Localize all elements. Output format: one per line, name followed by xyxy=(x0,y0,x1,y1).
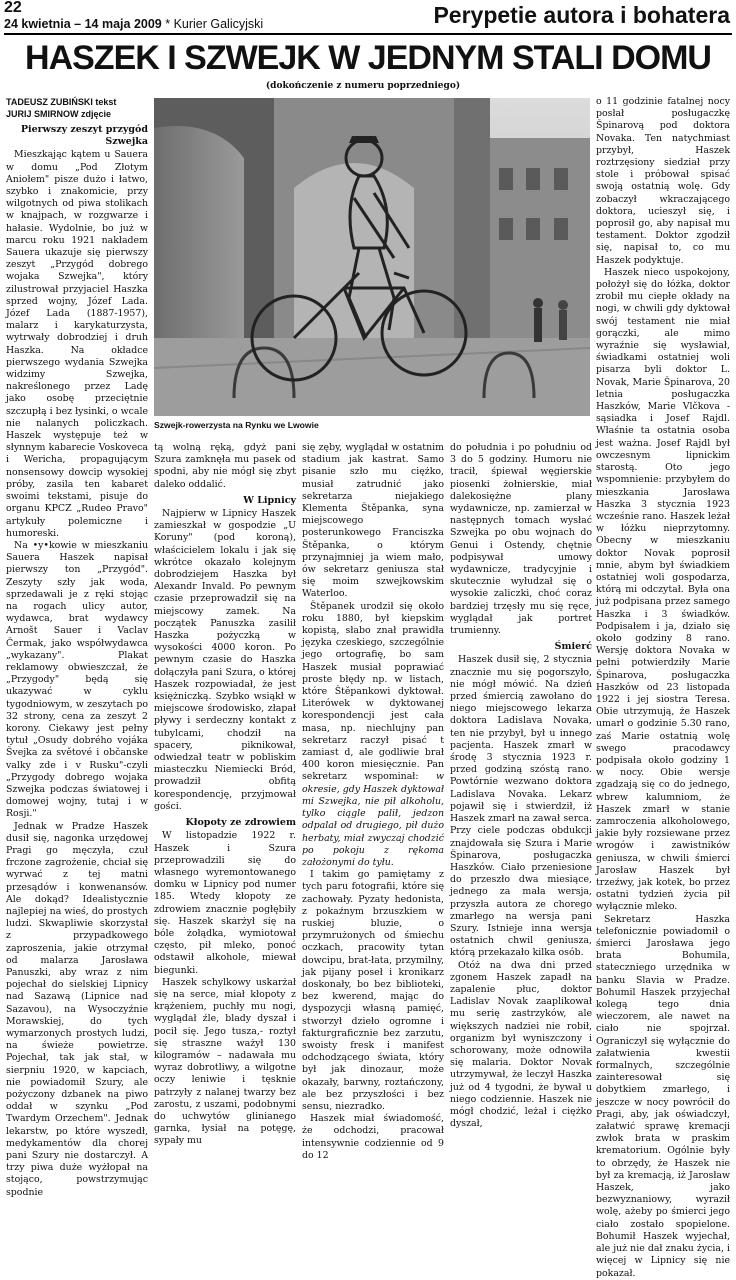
column-2 xyxy=(154,442,296,1147)
paragraph: Sekretarz Haszka telefonicznie powiadomił o śmierci Jarosława jego brata Bohumila, stateczniego urzędnika w banku Slavia w Pradze. Bohumil Haszek przyjechał kolegą tego dnia wieczorem, ale nawet na ciało nie spojrzał. Ograniczył się wyłącznie do załatwienia kwestii formalnych, szczególnie zainteresował się dobytkiem zmarłego, i jeszcze w nocy powrócił do Pragi, aby, jak oświadczył, załatwić sprawę kremacji zwłok brata w praskim krematorium. Ogólnie były to obrzędy, że Haszek nie był za kremacją, iż Jarosław Haszek, jako bezwyznaniowy, wyraził wolę, ażeby po śmierci jego ciało zostało spopielone. Bohumił Haszek wyjechał, ale już nie dał znaku życia, i więcej w Lipnicy się nie pokazał. xyxy=(596,913,730,1279)
paragraph: Najpierw w Lipnicy Haszek zamieszkał w gospodzie „U Koruny" (pod koroną), właścicielem lokalu i jak się wkrótce okazało kolejnym dobrodziejem Haszka był Alexandr Invald. Po pewnym czasie przeprowadził się na miejscowy zamek. Na początek Panuszka zasilił Haszka pożyczką w wysokości 4000 koron. Po pewnym czasie do Haszka dołączyła pani Szura, o której Haszek rozpowiadał, że jest księżniczką. Szybko wsiąkł w miejscowe środowisko, złapał pływy i serdeczny kontakt z tubylcami, chodził na spacery, piknikował, odwiedzał teatr w pobliskim miasteczku Niemiecki Bród, prowadził obfitą korespondencję, przyjmował gości. xyxy=(154,508,296,812)
publication-name: Kurier Galicyjski xyxy=(173,17,264,31)
column-3 xyxy=(302,442,444,1161)
section-heading: Kłopoty ze zdrowiem xyxy=(185,817,296,829)
photo-illustration xyxy=(154,98,590,416)
paragraph: W listopadzie 1922 r. Haszek i Szura przeprowadzili się do własnego wyremontowanego domku w Lipnicy pod numer 185. Wtedy kłopoty ze zdrowiem znacznie pogłębiły się. Haszek skarżył się na bóle żołądka, wymiotował często, pił mleko, ponoć odstawił alkohole, miewał biegunki. xyxy=(154,830,296,976)
paragraph: tą wolną ręką, gdyż pani Szura zamknęła mu pasek od spodni, aby nie mógł się zbyt daleko oddalić. xyxy=(154,442,296,490)
article-photo xyxy=(154,98,590,416)
section-title: Perypetie autora i bohatera xyxy=(433,2,730,28)
page-number: 22 xyxy=(4,0,22,16)
paragraph: I takim go pamiętamy z tych paru fotografii, które się zachowały. Pyzaty hedonista, z pokaźnym brzuszkiem w ruskiej bluzie, o przymrużonych od śmiechu oczkach, pracowity tytan dowcipu, brat-łata, przymilny, jak pijany poseł i kronikarz doskonały, bo bez biblioteki, bez kwerend, mając do dyspozycji własną pamięć, stworzył dzieło ogromne i fakturgraficznie bez zarzutu, swoisty fresk i manifest odchodzącego świata, który był jak dinozaur, może okazały, barwny, roztańczony, ale bez przyszłości i bez sensu, niezradko. xyxy=(302,869,444,1112)
column-5 xyxy=(596,96,730,1279)
paragraph: Jednak w Pradze Haszek dusił się, nagonka urzędowej Pragi go męczyła, czuł frczone zagrożenie, chciał się wyrwać z tej matni przesądów i konwenansów. Ale dokąd? Idealistycznie najlepiej na wieś, do prostych ludzi. Skwapliwie skorzystał z przypadkowego zaproszenia, jakie otrzymał od malarza Jarosława Panuszki, aby wraz z nim pojechał do sielskiej Lipnicy nad Sazawą (Lipnice nad Sazavou), na Wysoczyźnie Morawskiej, do tych wymarzonych prostych ludzi, na świeże powietrze. Pojechał, tak jak stał, w sierpniu 1920, w kapciach, nie powiadomił Szury, ale pożyczony dzbanek na piwo oddał w szynku „Pod Twardym Orzechem". Jednak lekarstw, po które wyszedł, medykamentów dla chorej pani Szury nie dostarczył. A trzy piwa duże wyżłopał na stojąco, powstrzymując spodnie xyxy=(6,820,148,1198)
photo-caption: Szwejk-rowerzysta na Rynku we Lwowie xyxy=(154,420,319,430)
paragraph: Mieszkając kątem u Sauera w domu „Pod Złotym Aniołem" pisze dużo i łatwo, szybko i znakomicie, przy wilgotnych od piwa stolikach w knajpach, w rozgwarze i hałasie. Wydolnie, bo już w marcu roku 1921 nakładem Sauera ukazuje się pierwszy zeszyt „Przygód dobrego wojaka Szwejka", który zilustrował przyjaciel Haszka sprzed wojny, Józef Lada. Józef Lada (1887-1957), malarz i karykaturzysta, wytrwały dobrodziej i druh Haszka. Na okładce pierwszego wydania Szwejka widzimy Szwejka, nakreślonego przez Ladę jako osobę przeciętnie szczupłą i bez łysinki, o wcale nie nalanych policzkach. Haszek występuje też w słynnym kabarecie Voskoveca i Wericha, propagującym nonsensowy dowcip wysokiej próby, zasila ten kabaret swoimi tekstami, pisuje do organu KPCZ „Rudeo Pravo" artykuły polemiczne i humoreski. xyxy=(6,149,148,539)
section-heading: W Lipnicy xyxy=(243,494,296,506)
paragraph xyxy=(302,601,444,869)
column-4 xyxy=(450,442,592,1130)
paragraph: Na •y•kowie w mieszkaniu Sauera Haszek napisał pierwszy ton „Przygód". Zeszyty szły jak woda, sprzedawali je z ręki stojąc na rogach ulicy autor, wydawca, brat wydawcy Arnošt Sauer i Vaclav Čermak, jako współwydawca „wykazany". Plakat reklamowy obwieszczał, że „Przygody" będą się ukazywać w cyklu tygodniowym, w zeszytach po 32 strony, cena za zeszyt 2 korony. Ciekawy jest pełny tytuł „Osudy dobrého vojáka Švejka za světové i občanske valky zde i v Rusku"-czyli „Przygody dobrego wojaka Szwejka podczas światowej i domowej wojny, tutaj i w Rosji." xyxy=(6,539,148,820)
paragraph: Haszek schylkowy uskarżał się na serce, miał kłopoty z krążeniem, puchły mu nogi, wyglądał źle, blady dyszał i pocił się. Jego tusza,- roztył się straszne ważył 130 kilogramów – nadawała mu wyraz dobrotliwy, a wilgotne oczy leniwie i tęsknie patrzyły z nalanej twarzy bez zarostu, z uszami, podobnymi do uchwytów glinianego garnka, łysiał na potęgę, sypały mu xyxy=(154,976,296,1147)
paragraph: Otóż na dwa dni przed zgonem Haszek zapadł na zapalenie płuc, doktor Ladislav Novak zaaplikował mu serię zastrzyków, ale większych nadziei nie robił, organizm był wyniszczony i schorowany, może odnowiła się malaria. Doktor Novak utrzymywał, że leczył Haszka już od 4 tygodni, że bywał u niego codziennie. Haszek nie mógł chodzić, leżał i ciężko dyszał, xyxy=(450,959,592,1130)
paragraph-text: Štěpanek urodził się około roku 1880, był kiepskim kopistą, słabo znał prawidła języka czeskiego, szczególnie jego ortografię, bo sam Haszek musiał poprawiać proste błędy np. w listach, które Štěpankowi dyktował. Literówek w dyktowanej korespondencji jest cała masa, np. niechlujny pan sekretarz raczył pisać t zamiast d, ale godliwie brał 400 koron miesięcznie. Pan sekretarz wspominał: xyxy=(302,600,444,783)
section-heading: Śmierć xyxy=(554,641,592,653)
byline xyxy=(6,96,148,120)
subheadline: (dokończenie z numeru poprzedniego) xyxy=(265,81,461,91)
issue-separator: * xyxy=(161,17,174,31)
headline: HASZEK I SZWEJK W JEDNYM STALI DOMU xyxy=(25,39,711,77)
header-rule xyxy=(4,33,732,35)
column-1 xyxy=(6,96,148,1198)
issue-line xyxy=(4,16,263,32)
masthead-left xyxy=(4,0,263,32)
paragraph: Haszek nieco uspokojony, położył się do łóżka, doktor zrobił mu ciepłe okłady na nogi, w chwili gdy dyktował swój testament nie miał gorączki, ale mimo wyraźnie się wysławiał, świadkami ostatniej woli pisarza byli doktor L. Novak, Marie Špinarova, 20 letnia posługaczka Haszków, Marie Vlčkova -sąsiadka i Josef Rajdl. Właśnie ta ostatnia osoba jest ważna. Josef Rajdl był owczesnym lipnickim starostą. Oto jego wspomnienie: przybyłem do mieszkania Jarosława Haszka 3 stycznia 1923 wcześnie rano. Haszek leżał w łóżku nieprzytomny. Obecny w mieszkaniu doktor Novak poprosił mnie, abym był świadkiem ostatniej woli gospodarza, którą mi odczytał. Była ona już podpisana przez samego Haszka i 3 świadków. Podpisałem i ja, działo się około godziny 8 rano. Wersję doktora Novaka w pełni potwierdziły Marie Špinarova, posługaczka Haszków od 23 listopada 1922 i jej siostra Teresa. Obie utrzymują, że Haszek umarł o godzinie 5.30 rano, zaś Marie ostatnią wolę swego pracodawcy podpisała około godziny 1 w nocy. Obie wersje zgadzają się co do jednego, wbrew kalumniom, że Haszek zmarł w stanie zamroczenia alkoholowego, jakie były rozsiewane przez wrogów i zawistników geniusza, w chwili śmierci Jarosław Haszek był trzeźwy, jak kotek, bo przez ostatni tydzień życia pił wyłącznie mleko. xyxy=(596,266,730,913)
paragraph: się zęby, wyglądał w ostatnim stadium jak kastrat. Samo pisanie szło mu ciężko, musiał zatrudnić jako sekretarza niejakiego Klementa Štěpanka, syna miejscowego posterunkowego Franciszka Štěpanka, o którym przynajmniej ja wiem mało, ów sekretarz geniusza stał się moim szwejkowskim Waterloo. xyxy=(302,442,444,600)
byline-text: TADEUSZ ZUBIŃSKI tekst xyxy=(6,97,117,107)
paragraph: o 11 godzinie fatalnej nocy posłał posługaczkę Špinarovą pod doktora Novaka. Ten natychmiast przybył, Haszek roztrzęsiony siedział przy stole i próbował spisać swoją ostatnią wolę. Gdy zobaczył wkraczającego doktora, ucieszył się, i poprosił go, aby napisał mu testament. Doktor zgodził się, napisał to, co mu Haszek podyktuje. xyxy=(596,96,730,266)
section-heading: Pierwszy zeszyt przygód Szwejka xyxy=(20,124,148,148)
paragraph: Haszek miał świadomość, że odchodzi, pracował intensywnie codziennie od 9 do 12 xyxy=(302,1113,444,1161)
quote: w okresie, gdy Haszek dyktował mi Szwejka, nie pił alkoholu, tylko ciągle palił, jedzon odpalał od drugiego, pił dużo herbaty, miał zwyczaj chodzić po pokoju z rękoma założonymi do tyłu. xyxy=(302,771,444,868)
issue-date: 24 kwietnia – 14 maja 2009 xyxy=(4,17,162,31)
paragraph: do południa i po południu od 3 do 5 godziny. Humoru nie tracił, śpiewał węgierskie piosenki żołnierskie, miał dalekosiężne plany wydawnicze, np. zamierzał w następnych tomach wysłać Szwejka po obu wojnach do Genui i Ostendy, chętnie podpisywał umowy wydawnicze, tradycyjnie i skutecznie wyłudzał się o wysokie zaliczki, choć coraz bardziej trzęsły mu się ręce, wyglądał jak portret trumienny. xyxy=(450,442,592,637)
paragraph: Haszek dusił się, 2 stycznia znacznie mu się pogorszyło, nie mógł mówić. Na dzień przed śmiercią zawołano do niego miejscowego lekarza doktora Ladislava Novaka, ten nie przybył, był u innego pacjenta. Haszek zmarł w środę 3 stycznia 1923 r. przed godziną szóstą rano. Powtórnie wezwano doktora Ladislava Novaka. Lekarz pojawił się i stwierdził, iż Haszek zmarł na zawał serca. Przy ciele podczas obdukcji znajdowała się Szura i Marie Špinarova, posługaczka Haszków. Ciało przeniesione do przeszło dwa miesiące, jednego za mała wersja, przyszła autora ze chorego zmarłego na wersja pani Szury. Istnieje inna wersja ostatnich chwil geniusza, którą przekazało kilka osób. xyxy=(450,654,592,959)
byline-photo: JURIJ SMIRNOW zdjęcie xyxy=(6,109,112,119)
